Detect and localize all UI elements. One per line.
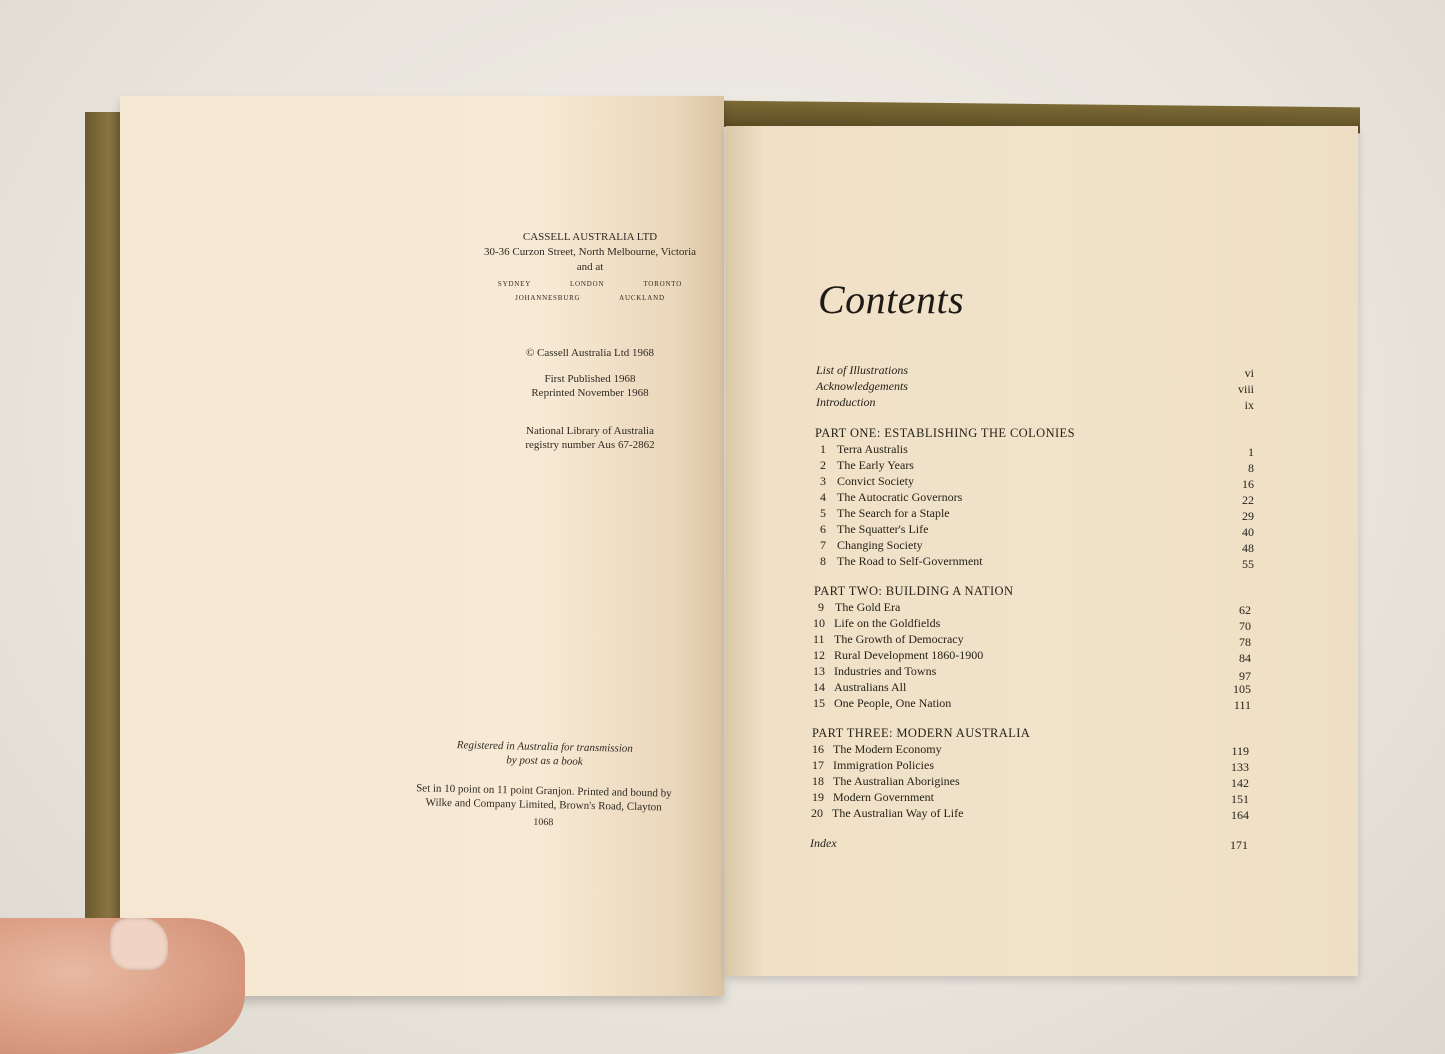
library-line-2: registry number Aus 67-2862 <box>525 439 655 451</box>
toc-chapter-number: 7 <box>820 538 826 552</box>
contents-title: Contents <box>818 277 965 322</box>
toc-chapter-number: 10 <box>813 616 825 630</box>
cities-row-2 <box>420 294 760 302</box>
toc-page-number: 105 <box>1233 682 1251 696</box>
city: SYDNEY <box>497 280 531 288</box>
toc-chapter-number: 16 <box>812 742 824 756</box>
toc-chapter-title: The Squatter's Life <box>837 522 929 536</box>
toc-chapter-number: 1 <box>820 442 826 456</box>
toc-chapter-title: Australians All <box>834 680 907 694</box>
toc-front-acknowledgements: Acknowledgements <box>816 379 908 393</box>
toc-chapter-number: 11 <box>813 632 825 646</box>
toc-chapter-number: 2 <box>820 458 826 472</box>
toc-page-number: 111 <box>1233 698 1251 712</box>
toc-chapter-number: 14 <box>813 680 825 694</box>
toc-chapter-number: 8 <box>820 554 826 568</box>
toc-chapter-title: Convict Society <box>837 474 914 488</box>
registered-line-1: Registered in Australia for transmission <box>456 739 633 755</box>
part-two-heading: PART TWO: BUILDING A NATION <box>814 584 1014 598</box>
set-line-1: Set in 10 point on 11 point Granjon. Printed and bound by <box>416 782 672 800</box>
toc-chapter-title: The Modern Economy <box>833 742 942 756</box>
set-line-2: Wilke and Company Limited, Brown's Road, Clayton <box>425 796 662 814</box>
set-line-3: 1068 <box>533 816 554 829</box>
toc-chapter-title: The Autocratic Governors <box>837 490 963 504</box>
toc-chapter-number: 6 <box>820 522 826 536</box>
cities-row-1 <box>420 280 760 288</box>
toc-page-number: 78 <box>1239 635 1251 649</box>
toc-chapter-number: 17 <box>812 758 824 772</box>
toc-page-number: 29 <box>1242 509 1254 523</box>
toc-chapter-number: 15 <box>813 696 825 710</box>
thumb <box>110 918 168 970</box>
toc-chapter-title: Changing Society <box>837 538 923 552</box>
toc-page-number: ix <box>1244 398 1254 412</box>
toc-chapter-number: 3 <box>820 474 826 488</box>
printing-block <box>350 736 740 829</box>
city: TORONTO <box>643 280 683 288</box>
toc-page-number: 151 <box>1231 792 1249 806</box>
toc-page-number: 164 <box>1231 808 1249 822</box>
toc-chapter-title: The Gold Era <box>835 600 901 614</box>
first-published: First Published 1968 <box>544 373 636 385</box>
toc-page-number: 142 <box>1231 776 1249 790</box>
toc-page-number: 16 <box>1242 477 1254 491</box>
toc-page-number: 171 <box>1230 838 1248 852</box>
city: LONDON <box>569 280 605 288</box>
toc-chapter-title: Rural Development 1860-1900 <box>834 648 984 662</box>
toc-chapter-number: 12 <box>813 648 825 662</box>
toc-chapter-title: Terra Australis <box>837 442 908 456</box>
toc-page-number: 133 <box>1231 760 1249 774</box>
left-page <box>120 96 724 996</box>
part-one-heading: PART ONE: ESTABLISHING THE COLONIES <box>815 426 1075 440</box>
toc-front-introduction: Introduction <box>816 395 876 409</box>
toc-index-label: Index <box>810 836 837 850</box>
toc-chapter-number: 4 <box>820 490 826 504</box>
toc-front-list-of-illustrations: List of Illustrations <box>816 363 909 377</box>
toc-chapter-number: 18 <box>812 774 824 788</box>
toc-page-number: 97 <box>1239 669 1251 683</box>
toc-page-number: 40 <box>1242 525 1254 539</box>
toc-chapter-number: 19 <box>812 790 824 804</box>
and-at-text: and at <box>576 261 604 273</box>
toc-page-number: 62 <box>1239 603 1251 617</box>
toc-chapter-number: 20 <box>811 806 823 820</box>
toc-chapter-number: 13 <box>813 664 825 678</box>
toc-page-number: 1 <box>1248 445 1254 459</box>
library-line-1: National Library of Australia <box>526 425 654 437</box>
toc-page-number: viii <box>1237 382 1254 396</box>
part-three-heading: PART THREE: MODERN AUSTRALIA <box>812 726 1031 740</box>
toc-page-number: 22 <box>1242 493 1254 507</box>
registered-line-2: by post as a book <box>506 754 583 768</box>
toc-page-number: 70 <box>1239 619 1251 633</box>
toc-chapter-title: The Australian Aborigines <box>833 774 960 788</box>
toc-chapter-title: Life on the Goldfields <box>834 616 941 630</box>
toc-chapter-number: 9 <box>818 600 824 614</box>
toc-page-number: vi <box>1244 366 1254 380</box>
copyright-notice: © Cassell Australia Ltd 1968 <box>525 347 655 359</box>
toc-chapter-title: One People, One Nation <box>834 696 952 710</box>
toc-page-number: 8 <box>1248 461 1254 475</box>
toc-chapter-title: The Australian Way of Life <box>832 806 964 820</box>
toc-chapter-number: 5 <box>820 506 826 520</box>
toc-page-number: 48 <box>1242 541 1254 555</box>
toc-chapter-title: Immigration Policies <box>833 758 934 772</box>
toc-chapter-title: The Road to Self-Government <box>837 554 983 568</box>
city: JOHANNESBURG <box>515 294 581 302</box>
toc-page-number: 84 <box>1239 651 1251 665</box>
toc-chapter-title: The Early Years <box>837 458 914 472</box>
reprinted: Reprinted November 1968 <box>531 387 649 399</box>
toc-page-number: 119 <box>1231 744 1249 758</box>
toc-chapter-title: Industries and Towns <box>834 664 937 678</box>
toc-page-number: 55 <box>1242 557 1254 571</box>
publisher-address: 30-36 Curzon Street, North Melbourne, Victoria <box>483 246 697 258</box>
toc-chapter-title: Modern Government <box>833 790 934 804</box>
toc-chapter-title: The Search for a Staple <box>837 506 950 520</box>
toc-chapter-title: The Growth of Democracy <box>834 632 964 646</box>
city: AUCKLAND <box>619 294 665 302</box>
publisher-name: CASSELL AUSTRALIA LTD <box>522 231 658 243</box>
